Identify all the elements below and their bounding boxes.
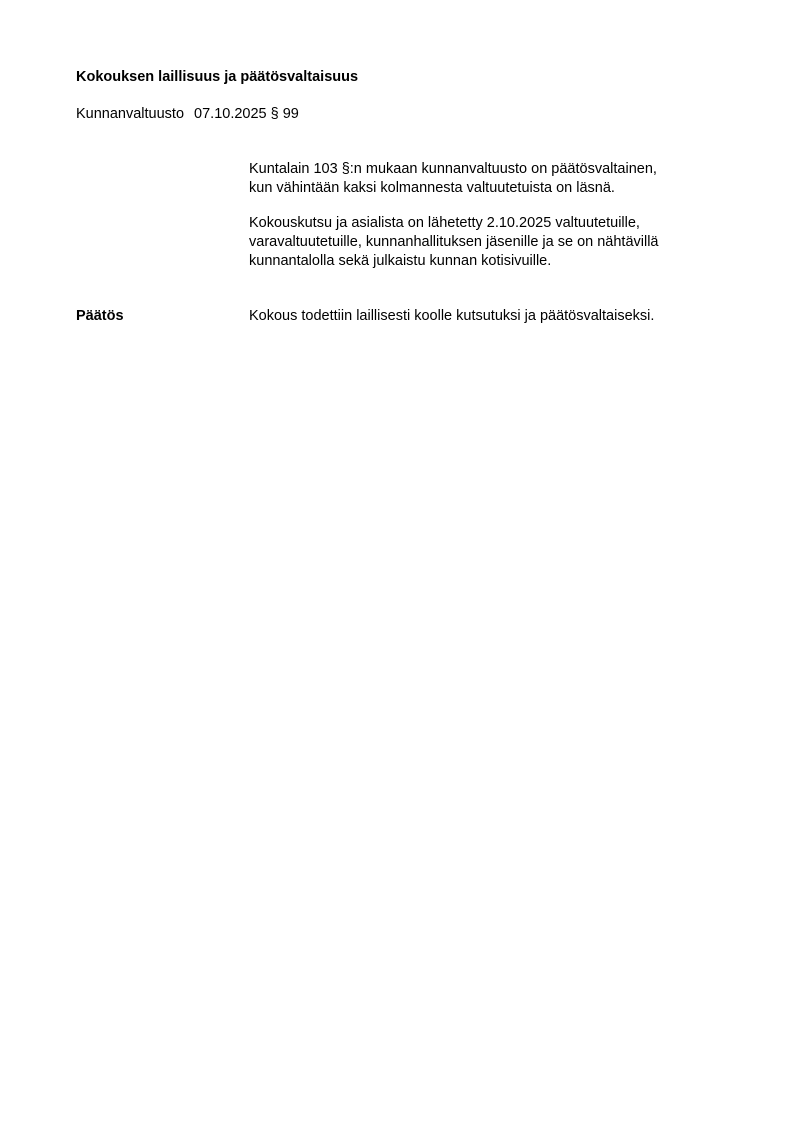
paragraph-line: varavaltuutetuille, kunnanhallituksen jäsenille ja se on nähtävillä <box>249 234 659 250</box>
decision-text: Kokous todettiin laillisesti koolle kutsutuksi ja päätösvaltaiseksi. <box>249 308 655 324</box>
body-name: Kunnanvaltuusto <box>76 106 185 122</box>
paragraph-line: Kuntalain 103 §:n mukaan kunnanvaltuusto on päätösvaltainen, <box>249 161 657 177</box>
paragraph-line: kun vähintään kaksi kolmannesta valtuutetuista on läsnä. <box>249 180 615 196</box>
paragraph-quorum <box>249 160 719 198</box>
document-title: Kokouksen laillisuus ja päätösvaltaisuus <box>76 69 359 85</box>
meeting-info <box>76 106 299 122</box>
paragraph-line: Kokouskutsu ja asialista on lähetetty 2.10.2025 valtuutetuille, <box>249 215 640 231</box>
paragraph-line: kunnantalolla sekä julkaistu kunnan kotisivuille. <box>249 253 552 269</box>
section-number: § 99 <box>270 106 299 122</box>
paragraph-invitation <box>249 214 719 271</box>
decision-label: Päätös <box>76 308 124 324</box>
meeting-date: 07.10.2025 <box>194 106 267 122</box>
